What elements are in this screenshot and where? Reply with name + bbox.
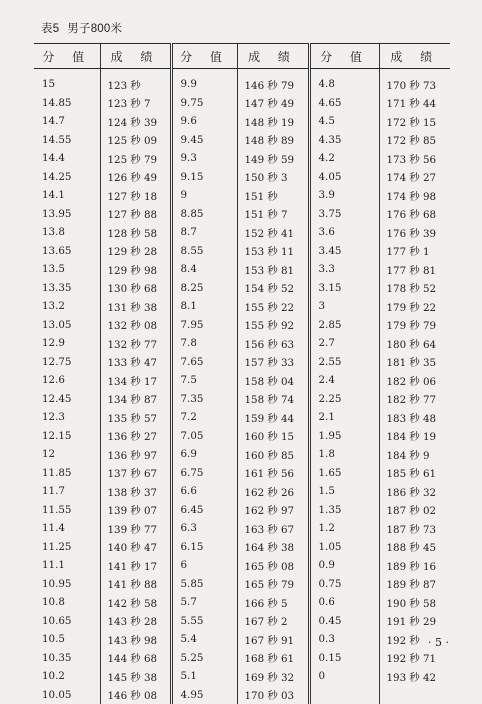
table-row (34, 223, 450, 242)
score-cell: 14.4 (34, 149, 100, 168)
result-cell: 139 秒 77 (100, 519, 171, 538)
score-cell: 12.45 (34, 390, 100, 409)
result-cell: 164 秒 38 (237, 538, 309, 557)
result-cell: 141 秒 88 (100, 575, 171, 594)
score-cell: 11.7 (34, 482, 100, 501)
result-cell: 158 秒 74 (237, 390, 309, 409)
result-cell: 133 秒 47 (100, 353, 171, 372)
score-cell: 5.85 (171, 575, 237, 594)
result-cell: 138 秒 37 (100, 482, 171, 501)
score-cell: 6.3 (171, 519, 237, 538)
result-cell: 165 秒 08 (237, 556, 309, 575)
score-cell: 3.3 (309, 260, 379, 279)
header-score-3: 分 值 (309, 44, 379, 69)
result-cell: 136 秒 27 (100, 427, 171, 446)
result-cell: 185 秒 61 (379, 464, 450, 483)
result-cell: 132 秒 77 (100, 334, 171, 353)
score-cell: 11.1 (34, 556, 100, 575)
table-number: 表5 (41, 23, 59, 35)
table-row (34, 630, 450, 649)
result-cell: 177 秒 81 (379, 260, 450, 279)
table-row (34, 260, 450, 279)
table-row (34, 538, 450, 557)
result-cell: 165 秒 79 (237, 575, 309, 594)
table-row (34, 427, 450, 446)
score-cell: 4.8 (309, 69, 379, 94)
table-title: 男子800米 (67, 23, 122, 35)
score-cell: 14.25 (34, 168, 100, 187)
score-cell: 0.15 (309, 649, 379, 668)
score-cell: 4.35 (309, 131, 379, 150)
score-cell: 12.6 (34, 371, 100, 390)
score-cell: 8.85 (171, 205, 237, 224)
score-cell: 10.35 (34, 649, 100, 668)
table-row (34, 69, 450, 94)
score-cell: 1.8 (309, 445, 379, 464)
header-result-1: 成 绩 (100, 44, 171, 69)
table-row (34, 445, 450, 464)
result-cell: 126 秒 49 (100, 168, 171, 187)
score-cell: 3.6 (309, 223, 379, 242)
result-cell: 149 秒 59 (237, 149, 309, 168)
result-cell: 134 秒 87 (100, 390, 171, 409)
result-cell: 125 秒 79 (100, 149, 171, 168)
result-cell: 192 秒 71 (379, 649, 450, 668)
result-cell: 130 秒 68 (100, 279, 171, 298)
table-row (34, 501, 450, 520)
result-cell: 172 秒 15 (379, 112, 450, 131)
score-cell: 7.95 (171, 316, 237, 335)
score-cell: 13.5 (34, 260, 100, 279)
result-cell: 150 秒 3 (237, 168, 309, 187)
score-cell: 12.15 (34, 427, 100, 446)
score-cell: 10.95 (34, 575, 100, 594)
score-cell: 7.05 (171, 427, 237, 446)
result-cell: 168 秒 61 (237, 649, 309, 668)
score-table (34, 43, 450, 704)
result-cell: 163 秒 67 (237, 519, 309, 538)
score-cell: 4.5 (309, 112, 379, 131)
result-cell: 193 秒 42 (379, 667, 450, 686)
result-cell: 161 秒 56 (237, 464, 309, 483)
score-cell: 0.45 (309, 612, 379, 631)
table-row (34, 297, 450, 316)
result-cell: 137 秒 67 (100, 464, 171, 483)
score-cell: 13.35 (34, 279, 100, 298)
result-cell: 143 秒 28 (100, 612, 171, 631)
score-cell: 13.8 (34, 223, 100, 242)
score-cell: 15 (34, 69, 100, 94)
score-cell: 9.45 (171, 131, 237, 150)
table-row (34, 279, 450, 298)
score-cell: 2.1 (309, 408, 379, 427)
table-row (34, 334, 450, 353)
table-row (34, 205, 450, 224)
result-cell: 174 秒 27 (379, 168, 450, 187)
score-cell: 7.2 (171, 408, 237, 427)
result-cell: 166 秒 5 (237, 593, 309, 612)
table-caption (41, 20, 122, 36)
score-cell: 6.75 (171, 464, 237, 483)
score-cell: 0.3 (309, 630, 379, 649)
result-cell: 159 秒 44 (237, 408, 309, 427)
score-cell: 2.25 (309, 390, 379, 409)
result-cell: 184 秒 9 (379, 445, 450, 464)
score-cell: 9.15 (171, 168, 237, 187)
result-cell: 136 秒 97 (100, 445, 171, 464)
result-cell: 167 秒 91 (237, 630, 309, 649)
score-cell: 13.05 (34, 316, 100, 335)
score-cell: 13.95 (34, 205, 100, 224)
result-cell: 146 秒 08 (100, 686, 171, 704)
score-cell: 14.7 (34, 112, 100, 131)
result-cell: 182 秒 06 (379, 371, 450, 390)
score-cell: 14.85 (34, 94, 100, 113)
score-cell: 8.7 (171, 223, 237, 242)
result-cell: 148 秒 19 (237, 112, 309, 131)
result-cell: 127 秒 88 (100, 205, 171, 224)
score-cell: 13.2 (34, 297, 100, 316)
table-row (34, 316, 450, 335)
score-cell: 7.5 (171, 371, 237, 390)
page-number: · 5 · (428, 636, 449, 649)
result-cell: 148 秒 89 (237, 131, 309, 150)
score-cell: 5.1 (171, 667, 237, 686)
score-cell: 2.7 (309, 334, 379, 353)
table-row (34, 149, 450, 168)
result-cell: 169 秒 32 (237, 667, 309, 686)
score-cell: 11.85 (34, 464, 100, 483)
score-cell: 1.95 (309, 427, 379, 446)
header-score-1: 分 值 (34, 44, 100, 69)
result-cell: 162 秒 97 (237, 501, 309, 520)
table-row (34, 168, 450, 187)
header-row (34, 44, 450, 69)
result-cell: 140 秒 47 (100, 538, 171, 557)
score-cell: 5.7 (171, 593, 237, 612)
score-cell: 14.55 (34, 131, 100, 150)
score-cell: 5.55 (171, 612, 237, 631)
result-cell (379, 686, 450, 704)
table-row (34, 593, 450, 612)
score-cell: 9 (171, 186, 237, 205)
score-cell: 4.95 (171, 686, 237, 704)
result-cell: 176 秒 39 (379, 223, 450, 242)
score-cell: 4.65 (309, 94, 379, 113)
table-row (34, 686, 450, 704)
score-cell: 4.05 (309, 168, 379, 187)
result-cell: 178 秒 52 (379, 279, 450, 298)
result-cell: 167 秒 2 (237, 612, 309, 631)
table-row (34, 186, 450, 205)
result-cell: 182 秒 77 (379, 390, 450, 409)
result-cell: 155 秒 92 (237, 316, 309, 335)
score-cell: 1.5 (309, 482, 379, 501)
result-cell: 154 秒 52 (237, 279, 309, 298)
score-cell: 5.4 (171, 630, 237, 649)
table-row (34, 482, 450, 501)
score-cell: 9.3 (171, 149, 237, 168)
result-cell: 125 秒 09 (100, 131, 171, 150)
result-cell: 171 秒 44 (379, 94, 450, 113)
table-row (34, 112, 450, 131)
table-body (34, 69, 450, 704)
result-cell: 135 秒 57 (100, 408, 171, 427)
result-cell: 127 秒 18 (100, 186, 171, 205)
result-cell: 172 秒 85 (379, 131, 450, 150)
result-cell: 157 秒 33 (237, 353, 309, 372)
result-cell: 192 秒 (379, 630, 450, 649)
score-cell: 12.75 (34, 353, 100, 372)
result-cell: 131 秒 38 (100, 297, 171, 316)
result-cell: 153 秒 81 (237, 260, 309, 279)
score-cell (309, 686, 379, 704)
score-cell: 2.55 (309, 353, 379, 372)
result-cell: 132 秒 08 (100, 316, 171, 335)
score-cell: 3 (309, 297, 379, 316)
score-cell: 9.75 (171, 94, 237, 113)
score-cell: 3.45 (309, 242, 379, 261)
score-cell: 6.9 (171, 445, 237, 464)
result-cell: 174 秒 98 (379, 186, 450, 205)
result-cell: 190 秒 58 (379, 593, 450, 612)
score-cell: 10.5 (34, 630, 100, 649)
result-cell: 176 秒 68 (379, 205, 450, 224)
score-cell: 4.2 (309, 149, 379, 168)
score-cell: 7.65 (171, 353, 237, 372)
result-cell: 189 秒 87 (379, 575, 450, 594)
result-cell: 183 秒 48 (379, 408, 450, 427)
table-row (34, 131, 450, 150)
table-row (34, 390, 450, 409)
result-cell: 191 秒 29 (379, 612, 450, 631)
score-cell: 3.15 (309, 279, 379, 298)
score-cell: 0.6 (309, 593, 379, 612)
score-cell: 10.05 (34, 686, 100, 704)
score-cell: 1.05 (309, 538, 379, 557)
result-cell: 139 秒 07 (100, 501, 171, 520)
score-cell: 10.2 (34, 667, 100, 686)
table-row (34, 408, 450, 427)
table-row (34, 556, 450, 575)
score-cell: 6.45 (171, 501, 237, 520)
result-cell: 134 秒 17 (100, 371, 171, 390)
result-cell: 156 秒 63 (237, 334, 309, 353)
result-cell: 151 秒 (237, 186, 309, 205)
score-cell: 6 (171, 556, 237, 575)
result-cell: 147 秒 49 (237, 94, 309, 113)
result-cell: 142 秒 58 (100, 593, 171, 612)
result-cell: 129 秒 28 (100, 242, 171, 261)
header-result-2: 成 绩 (237, 44, 309, 69)
score-cell: 2.4 (309, 371, 379, 390)
result-cell: 158 秒 04 (237, 371, 309, 390)
score-cell: 11.25 (34, 538, 100, 557)
result-cell: 153 秒 11 (237, 242, 309, 261)
result-cell: 144 秒 68 (100, 649, 171, 668)
score-cell: 8.1 (171, 297, 237, 316)
score-cell: 8.4 (171, 260, 237, 279)
result-cell: 155 秒 22 (237, 297, 309, 316)
result-cell: 186 秒 32 (379, 482, 450, 501)
score-cell: 5.25 (171, 649, 237, 668)
table-row (34, 371, 450, 390)
score-cell: 1.35 (309, 501, 379, 520)
result-cell: 123 秒 (100, 69, 171, 94)
result-cell: 188 秒 45 (379, 538, 450, 557)
result-cell: 184 秒 19 (379, 427, 450, 446)
header-score-2: 分 值 (171, 44, 237, 69)
result-cell: 170 秒 03 (237, 686, 309, 704)
score-cell: 0 (309, 667, 379, 686)
table-row (34, 519, 450, 538)
score-cell: 1.2 (309, 519, 379, 538)
score-cell: 10.8 (34, 593, 100, 612)
result-cell: 123 秒 7 (100, 94, 171, 113)
header-result-3: 成 绩 (379, 44, 450, 69)
result-cell: 181 秒 35 (379, 353, 450, 372)
result-cell: 146 秒 79 (237, 69, 309, 94)
score-cell: 11.4 (34, 519, 100, 538)
table-row (34, 464, 450, 483)
result-cell: 187 秒 02 (379, 501, 450, 520)
result-cell: 160 秒 85 (237, 445, 309, 464)
score-cell: 12 (34, 445, 100, 464)
result-cell: 179 秒 79 (379, 316, 450, 335)
score-cell: 9.6 (171, 112, 237, 131)
result-cell: 170 秒 73 (379, 69, 450, 94)
score-cell: 8.55 (171, 242, 237, 261)
result-cell: 189 秒 16 (379, 556, 450, 575)
result-cell: 129 秒 98 (100, 260, 171, 279)
score-cell: 0.9 (309, 556, 379, 575)
table-row (34, 612, 450, 631)
score-cell: 10.65 (34, 612, 100, 631)
score-cell: 12.9 (34, 334, 100, 353)
table-row (34, 649, 450, 668)
score-cell: 3.75 (309, 205, 379, 224)
score-cell: 1.65 (309, 464, 379, 483)
table-row (34, 667, 450, 686)
score-cell: 14.1 (34, 186, 100, 205)
score-cell: 7.8 (171, 334, 237, 353)
table-row (34, 242, 450, 261)
score-cell: 3.9 (309, 186, 379, 205)
result-cell: 152 秒 41 (237, 223, 309, 242)
score-cell: 11.55 (34, 501, 100, 520)
table-row (34, 94, 450, 113)
result-cell: 143 秒 98 (100, 630, 171, 649)
table-row (34, 353, 450, 372)
result-cell: 145 秒 38 (100, 667, 171, 686)
score-cell: 2.85 (309, 316, 379, 335)
result-cell: 180 秒 64 (379, 334, 450, 353)
result-cell: 177 秒 1 (379, 242, 450, 261)
score-cell: 12.3 (34, 408, 100, 427)
score-cell: 13.65 (34, 242, 100, 261)
result-cell: 179 秒 22 (379, 297, 450, 316)
score-cell: 9.9 (171, 69, 237, 94)
score-cell: 6.15 (171, 538, 237, 557)
result-cell: 187 秒 73 (379, 519, 450, 538)
score-cell: 6.6 (171, 482, 237, 501)
result-cell: 141 秒 17 (100, 556, 171, 575)
table-row (34, 575, 450, 594)
result-cell: 151 秒 7 (237, 205, 309, 224)
result-cell: 160 秒 15 (237, 427, 309, 446)
result-cell: 162 秒 26 (237, 482, 309, 501)
score-cell: 8.25 (171, 279, 237, 298)
result-cell: 128 秒 58 (100, 223, 171, 242)
score-cell: 0.75 (309, 575, 379, 594)
result-cell: 173 秒 56 (379, 149, 450, 168)
result-cell: 124 秒 39 (100, 112, 171, 131)
score-cell: 7.35 (171, 390, 237, 409)
